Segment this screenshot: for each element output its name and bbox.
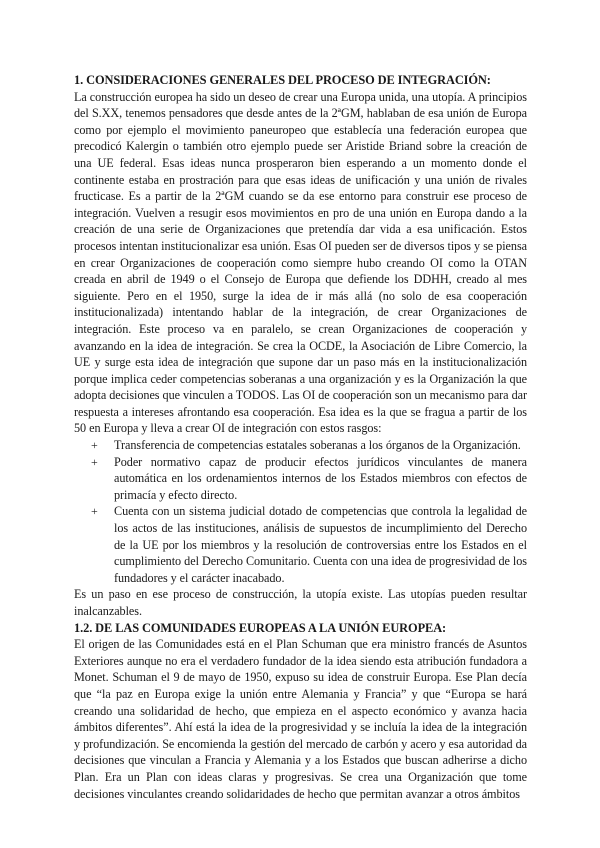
paragraph-plan-schuman: El origen de las Comunidades está en el Plan Schuman que era ministro francés de Asuntos Exteriores aunque no era el verdadero fundador de la idea siendo esta atribución fundadora a Monet. Schuman el 9 de mayo de 1950, expuso su idea de construir Europa. Ese Plan decía que “la paz en Europa exige la unión entre Alemania y Francia” y que “Europa se hará creando una solidaridad de hecho, que empieza en el aspecto económico y avanza hacia ámbitos diferentes”. Ahí está la idea de la progresividad y se incluía la idea de la integración y profundización. Se encomienda la gestión del mercado de carbón y acero y esa autoridad da decisiones que vinculan a Francia y Alemania y a los Estados que buscan adherirse a dicho Plan. Era un Plan con ideas claras y progresivas. Se crea una Organización que tome decisiones vinculantes creando solidaridades de hecho que permitan avanzar a otros ámbitos bbox=[74, 637, 527, 801]
list-item-text: Poder normativo capaz de producir efectos jurídicos vinculantes de manera automática en los ordenamientos internos de los Estados miembros con efectos de primacía y efecto directo. bbox=[114, 454, 527, 502]
section-heading-consideraciones: 1. CONSIDERACIONES GENERALES DEL PROCESO DE INTEGRACIÓN: bbox=[74, 73, 491, 87]
list-item bbox=[91, 454, 527, 504]
list-item-text: Transferencia de competencias estatales soberanas a los órganos de la Organización. bbox=[114, 438, 521, 453]
paragraph-construccion-europea: La construcción europea ha sido un deseo de crear una Europa unida, una utopía. A principios del S.XX, tenemos pensadores que desde antes de la 2ªGM, hablaban de esa unión de Europa como por ejemplo el movimiento paneuropeo que establecía una federación europea que precodicó Kalergin o también otro ejemplo puede ser Aristide Briand sobre la creación de una UE federal. Esas ideas nunca prosperaron bien esperando a un momento donde el continente estaba en prostración para que esas ideas de unificación y una unión de rivales fructicase. Es a partir de la 2ªGM cuando se da ese entorno para construir ese proceso de integración. Vuelven a resugir esos movimientos en pro de una unión en Europa dando a la creación de una serie de Organizaciones que pretendía dar vida a esa unificación. Estos procesos intentan institucionalizar esa unión. Esas OI pueden ser de diversos tipos y se piensa en crear Organizaciones de cooperación como siempre hubo creando OI como la OTAN creada en abril de 1949 o el Consejo de Europa que defiende los DDHH, creado al mes siguiente. Pero en el 1950, surge la idea de ir más allá (no solo de esa cooperación institucionalizada) intentando hablar de la integración, de crear Organizaciones de integración. Este proceso va en paralelo, se crean Organizaciones de cooperación y avanzando en la idea de integración. Se crea la OCDE, la Asociación de Libre Comercio, la UE y surge esta idea de integración que supone dar un paso más en la institucionalización porque implica ceder competencias soberanas a una organización y es la Organización la que adopta decisiones que vinculen a TODOS. Las OI de cooperación son un mecanismo para dar respuesta a intereses afrontando esa cooperación. Esa idea es la que se fragua a partir de los 50 en Europa y lleva a crear OI de integración con estos rasgos: bbox=[74, 89, 527, 436]
integration-traits-list bbox=[74, 437, 527, 586]
document-body bbox=[74, 72, 527, 802]
section-heading-comunidades: 1.2. DE LAS COMUNIDADES EUROPEAS A LA UNIÓN EUROPEA: bbox=[74, 620, 447, 635]
list-item-text: Cuenta con un sistema judicial dotado de competencias que controla la legalidad de los actos de las instituciones, análisis de supuestos de incumplimiento del Derecho de la UE por los miembros y la resolución de controversias entre los Estados en el cumplimiento del Derecho Comunitario. Cuenta con una idea de progresividad de los fundadores y el carácter inacabado. bbox=[114, 504, 527, 585]
paragraph-utopia: Es un paso en ese proceso de construcción, la utopía existe. Las utopías pueden resultar inalcanzables. bbox=[74, 587, 527, 618]
list-item bbox=[91, 437, 527, 454]
plus-bullet-icon: + bbox=[91, 504, 98, 519]
plus-bullet-icon: + bbox=[91, 454, 98, 469]
plus-bullet-icon: + bbox=[91, 438, 98, 453]
list-item bbox=[91, 503, 527, 586]
